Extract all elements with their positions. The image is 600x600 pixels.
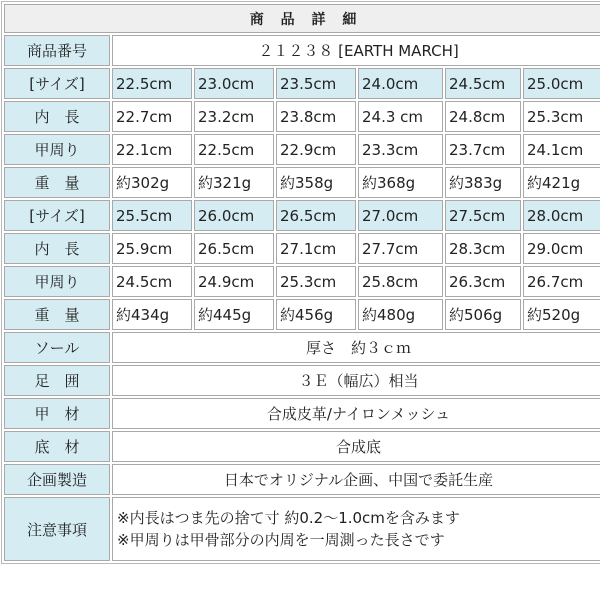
spec-row-outsole (4, 431, 600, 462)
product-number-row (4, 35, 600, 66)
spec-value-outsole: 合成底 (112, 431, 600, 462)
weight-cell: 約434g (112, 299, 192, 330)
size-cell: 23.5cm (276, 68, 356, 99)
inner-length-cell: 29.0cm (523, 233, 600, 264)
note-line: ※甲周りは甲骨部分の内周を一周測った長さです (117, 531, 445, 549)
inner-length-cell: 27.1cm (276, 233, 356, 264)
size-cell: 25.0cm (523, 68, 600, 99)
instep-cell: 23.3cm (358, 134, 443, 165)
instep-cell: 25.8cm (358, 266, 443, 297)
inner-length-cell: 28.3cm (445, 233, 521, 264)
size-cell: 26.5cm (276, 200, 356, 231)
weight-cell: 約520g (523, 299, 600, 330)
product-number-value: ２１２３８ [EARTH MARCH] (112, 35, 600, 66)
weight-label: 重 量 (4, 167, 110, 198)
size-cell: 27.0cm (358, 200, 443, 231)
product-detail-table-container (2, 2, 597, 563)
notes-label: 注意事項 (4, 497, 110, 561)
weight-row (4, 299, 600, 330)
spec-row-width (4, 365, 600, 396)
instep-label: 甲周り (4, 266, 110, 297)
weight-cell: 約358g (276, 167, 356, 198)
size-cell: 23.0cm (194, 68, 274, 99)
size-cell: 24.5cm (445, 68, 521, 99)
inner-length-cell: 22.7cm (112, 101, 192, 132)
size-cell: 22.5cm (112, 68, 192, 99)
inner-length-cell: 25.3cm (523, 101, 600, 132)
weight-cell: 約445g (194, 299, 274, 330)
title-row (4, 4, 600, 33)
weight-cell: 約368g (358, 167, 443, 198)
product-number-label: 商品番号 (4, 35, 110, 66)
size-cell: 26.0cm (194, 200, 274, 231)
notes-value (112, 497, 600, 561)
product-detail-table (2, 2, 600, 563)
inner-length-label: 内 長 (4, 101, 110, 132)
spec-value-sole: 厚さ 約３ｃｍ (112, 332, 600, 363)
instep-cell: 26.3cm (445, 266, 521, 297)
inner-length-cell: 23.8cm (276, 101, 356, 132)
instep-row (4, 266, 600, 297)
inner-length-cell: 27.7cm (358, 233, 443, 264)
note-line: ※内長はつま先の捨て寸 約0.2～1.0cmを含みます (117, 509, 460, 527)
size-cell: 25.5cm (112, 200, 192, 231)
size-cell: 24.0cm (358, 68, 443, 99)
size-cell: 27.5cm (445, 200, 521, 231)
instep-cell: 23.7cm (445, 134, 521, 165)
instep-cell: 24.1cm (523, 134, 600, 165)
notes-row (4, 497, 600, 561)
spec-label-upper: 甲 材 (4, 398, 110, 429)
spec-row-upper (4, 398, 600, 429)
instep-cell: 25.3cm (276, 266, 356, 297)
instep-cell: 24.9cm (194, 266, 274, 297)
inner-length-cell: 25.9cm (112, 233, 192, 264)
spec-value-width: ３Ｅ（幅広）相当 (112, 365, 600, 396)
size-label: [サイズ] (4, 200, 110, 231)
table-title: 商 品 詳 細 (4, 4, 600, 33)
inner-length-cell: 24.8cm (445, 101, 521, 132)
weight-label: 重 量 (4, 299, 110, 330)
spec-label-outsole: 底 材 (4, 431, 110, 462)
spec-value-planning: 日本でオリジナル企画、中国で委託生産 (112, 464, 600, 495)
instep-cell: 22.5cm (194, 134, 274, 165)
instep-row (4, 134, 600, 165)
spec-label-width: 足 囲 (4, 365, 110, 396)
weight-cell: 約506g (445, 299, 521, 330)
weight-cell: 約480g (358, 299, 443, 330)
inner-length-cell: 23.2cm (194, 101, 274, 132)
spec-row-sole (4, 332, 600, 363)
spec-label-planning: 企画製造 (4, 464, 110, 495)
weight-cell: 約383g (445, 167, 521, 198)
size-cell: 28.0cm (523, 200, 600, 231)
inner-length-row (4, 101, 600, 132)
inner-length-row (4, 233, 600, 264)
weight-cell: 約302g (112, 167, 192, 198)
spec-label-sole: ソール (4, 332, 110, 363)
size-row (4, 200, 600, 231)
spec-row-planning (4, 464, 600, 495)
weight-cell: 約456g (276, 299, 356, 330)
inner-length-cell: 26.5cm (194, 233, 274, 264)
weight-cell: 約421g (523, 167, 600, 198)
instep-cell: 26.7cm (523, 266, 600, 297)
weight-cell: 約321g (194, 167, 274, 198)
weight-row (4, 167, 600, 198)
inner-length-label: 内 長 (4, 233, 110, 264)
size-label: [サイズ] (4, 68, 110, 99)
instep-cell: 22.9cm (276, 134, 356, 165)
instep-cell: 22.1cm (112, 134, 192, 165)
inner-length-cell: 24.3 cm (358, 101, 443, 132)
instep-cell: 24.5cm (112, 266, 192, 297)
instep-label: 甲周り (4, 134, 110, 165)
size-row (4, 68, 600, 99)
spec-value-upper: 合成皮革/ナイロンメッシュ (112, 398, 600, 429)
